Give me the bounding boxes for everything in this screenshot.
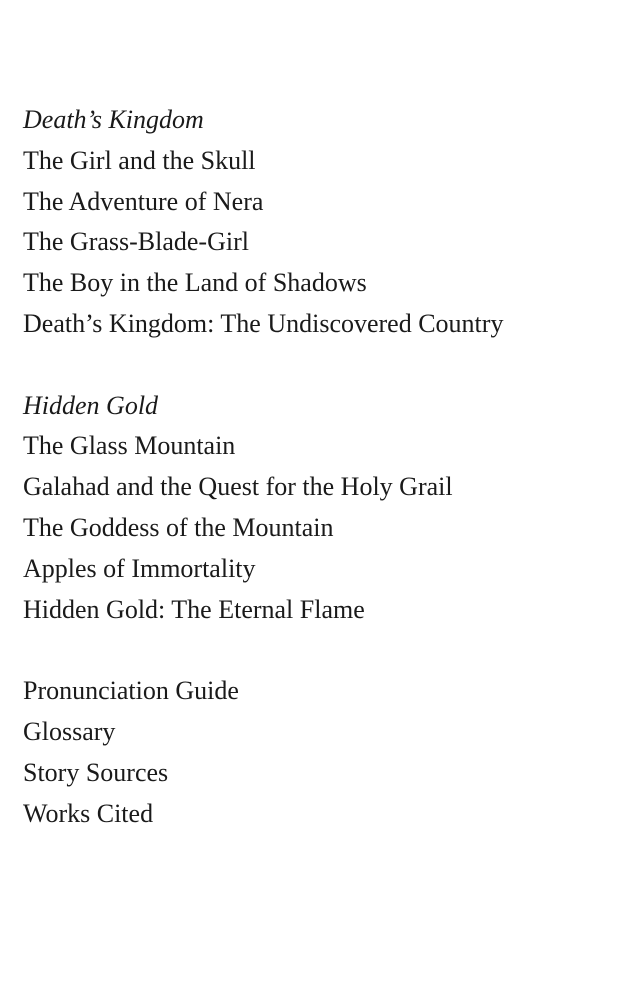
section-heading: Death’s Kingdom	[23, 105, 204, 134]
toc-entry[interactable]: The Girl and the Skull	[23, 145, 256, 175]
toc-entry[interactable]: Pronunciation Guide	[23, 676, 239, 706]
table-of-contents	[23, 100, 623, 834]
toc-entry[interactable]: The Goddess of the Mountain	[23, 512, 334, 542]
section-heading: Hidden Gold	[23, 390, 159, 420]
toc-entry[interactable]: The Glass Mountain	[23, 431, 236, 461]
section-spacer	[23, 345, 623, 386]
toc-entry[interactable]: Hidden Gold: The Eternal Flame	[23, 594, 365, 624]
toc-entry[interactable]: Death’s Kingdom: The Undiscovered Country	[23, 308, 504, 338]
toc-entry[interactable]: Story Sources	[23, 757, 169, 787]
section-deaths-kingdom	[23, 100, 623, 345]
toc-entry[interactable]: The Grass-Blade-Girl	[23, 227, 249, 257]
toc-entry[interactable]: The Boy in the Land of Shadows	[23, 268, 367, 298]
section-back-matter	[23, 671, 623, 834]
toc-entry[interactable]: Apples of Immortality	[23, 553, 256, 583]
toc-entry[interactable]: Galahad and the Quest for the Holy Grail	[23, 472, 453, 502]
section-hidden-gold	[23, 386, 623, 631]
section-spacer	[23, 630, 623, 671]
toc-entry[interactable]: The Adventure of Nera	[23, 186, 264, 216]
toc-entry[interactable]: Glossary	[23, 716, 116, 746]
toc-entry[interactable]: Works Cited	[23, 798, 154, 828]
